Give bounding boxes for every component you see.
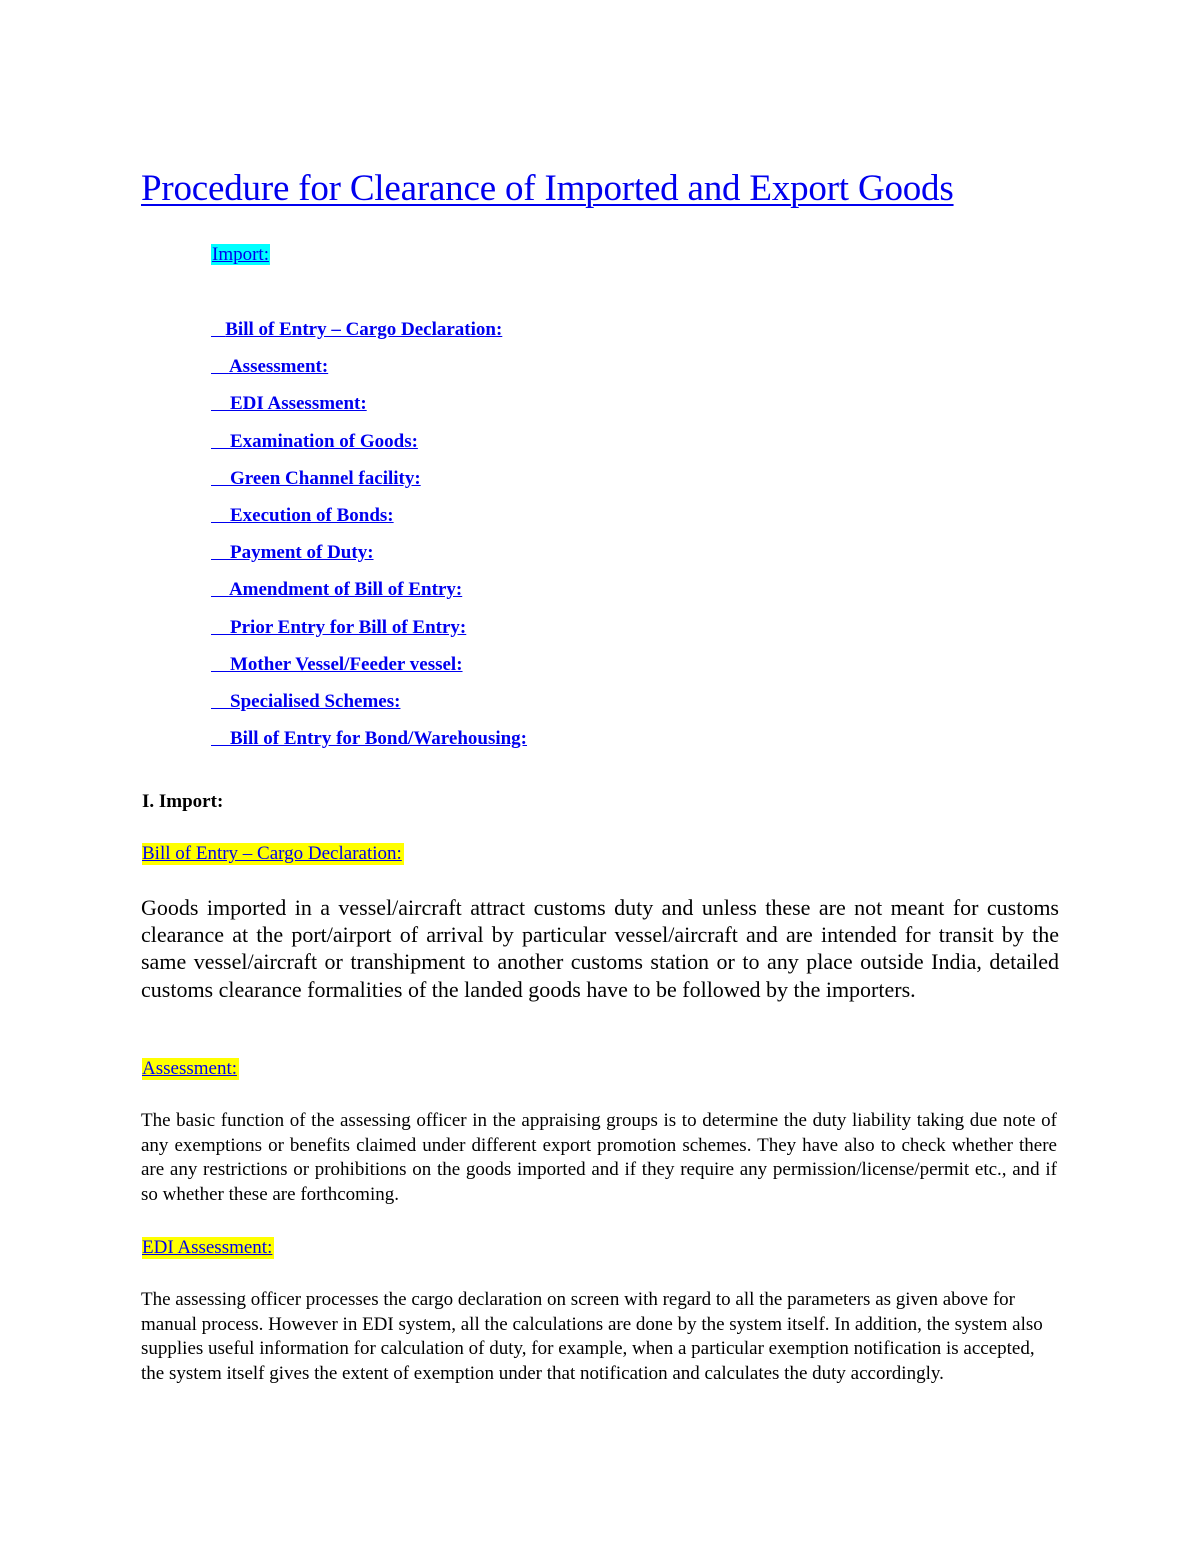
toc-link-amendment[interactable]: Amendment of Bill of Entry: — [228, 579, 463, 601]
toc-link-examination[interactable]: Examination of Goods: — [230, 430, 418, 452]
subsection-heading-assessment[interactable]: Assessment: — [142, 1058, 237, 1079]
toc-item — [211, 691, 527, 728]
subsection-heading-bill-of-entry[interactable]: Bill of Entry – Cargo Declaration: — [142, 843, 402, 864]
toc-item — [211, 505, 527, 542]
toc-item — [211, 319, 527, 356]
toc-link-assessment[interactable]: Assessment: — [228, 356, 329, 378]
table-of-contents — [211, 319, 527, 765]
paragraph-edi-assessment: The assessing officer processes the cargo declaration on screen with regard to all the parameters as given above for manual process. However in EDI system, all the calculations are done by the system itself. In addition, the system also supplies useful information for calculation of duty, for example, when a particular exemption notification is accepted, the system itself gives the extent of exemption under that notification and calculates the duty accordingly. — [141, 1289, 1043, 1384]
section-heading-import: I. Import: — [142, 791, 224, 812]
toc-item — [211, 728, 527, 765]
toc-item — [211, 393, 527, 430]
toc-link-edi-assessment[interactable]: EDI Assessment: — [230, 393, 367, 415]
toc-link-green-channel[interactable]: Green Channel facility: — [230, 467, 421, 489]
toc-link-bill-of-entry[interactable]: Bill of Entry – Cargo Declaration: — [225, 319, 503, 340]
toc-item — [211, 468, 527, 505]
subsection-heading-edi-assessment[interactable]: EDI Assessment: — [142, 1237, 273, 1258]
toc-item — [211, 542, 527, 579]
toc-item — [211, 654, 527, 691]
paragraph-assessment: The basic function of the assessing officer in the appraising groups is to determine the duty liability taking due note of any exemptions or benefits claimed under different export promotion schemes. They have also to check whether there are any restrictions or prohibitions on the goods imported and if they require any permission/license/permit etc., and if so whether these are forthcoming. — [141, 1110, 1057, 1205]
toc-item — [211, 579, 527, 616]
toc-link-execution-bonds[interactable]: Execution of Bonds: — [230, 504, 394, 526]
toc-link-prior-entry[interactable]: Prior Entry for Bill of Entry: — [230, 616, 467, 638]
toc-link-specialised-schemes[interactable]: Specialised Schemes: — [230, 690, 401, 712]
toc-item — [211, 356, 527, 393]
paragraph-bill-of-entry: Goods imported in a vessel/aircraft attract customs duty and unless these are not meant for customs clearance at the port/airport of arrival by particular vessel/aircraft and are intended for transit by the same vessel/aircraft or transhipment to another customs station or to any place outside India, detailed customs clearance formalities of the landed goods have to be followed by the importers. — [141, 895, 1059, 1002]
toc-item — [211, 617, 527, 654]
toc-link-bond-warehousing[interactable]: Bill of Entry for Bond/Warehousing: — [230, 728, 528, 750]
toc-link-payment-duty[interactable]: Payment of Duty: — [230, 542, 374, 564]
toc-link-mother-vessel[interactable]: Mother Vessel/Feeder vessel: — [230, 653, 463, 675]
document-title[interactable]: Procedure for Clearance of Imported and Export Goods — [141, 168, 954, 209]
import-anchor-label[interactable]: Import: — [212, 244, 269, 265]
toc-item — [211, 431, 527, 468]
